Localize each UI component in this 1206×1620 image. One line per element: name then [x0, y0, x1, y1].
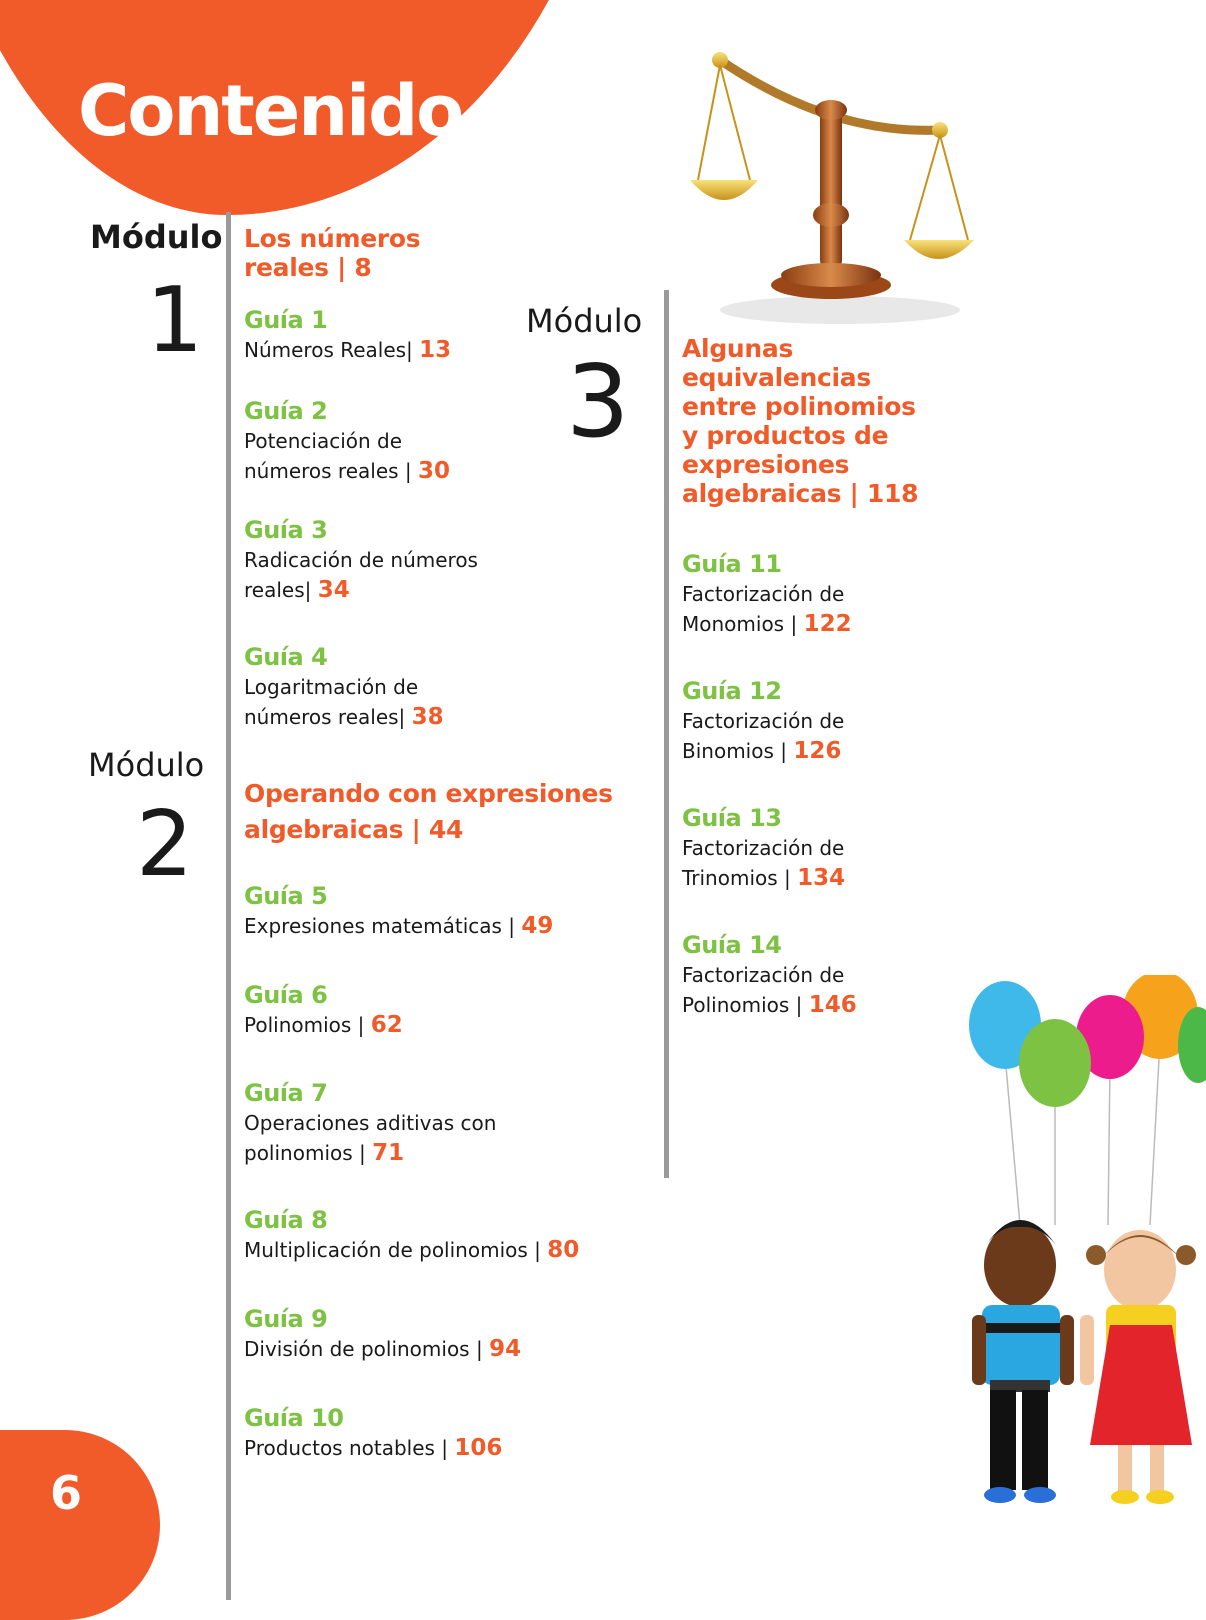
module-1-number: 1 [146, 268, 204, 373]
page-title: Contenido [78, 70, 463, 152]
module-1-label: Módulo [90, 218, 223, 256]
module-3-label: Módulo [526, 302, 643, 340]
balance-scale-icon [680, 40, 980, 330]
guide-14: Guía 14 Factorización de Polinomios | 146 [682, 931, 857, 1018]
module-3-number: 3 [566, 343, 630, 460]
guide-7: Guía 7 Operaciones aditivas con polinomios | 71 [244, 1079, 497, 1166]
module-1-section-title: Los números reales | 8 [244, 224, 421, 282]
guide-8: Guía 8 Multiplicación de polinomios | 80 [244, 1206, 580, 1263]
page-number: 6 [50, 1466, 83, 1520]
guide-10: Guía 10 Productos notables | 106 [244, 1404, 503, 1461]
guide-11: Guía 11 Factorización de Monomios | 122 [682, 550, 852, 637]
divider-right [664, 290, 669, 1178]
guide-9: Guía 9 División de polinomios | 94 [244, 1305, 522, 1362]
module-3-section-title: Algunas equivalencias entre polinomios y productos de expresiones algebraicas | 118 [682, 334, 919, 508]
guide-2: Guía 2 Potenciación de números reales | 30 [244, 397, 451, 484]
guide-6: Guía 6 Polinomios | 62 [244, 981, 403, 1038]
page-number-badge [0, 1430, 160, 1620]
module-2-label: Módulo [88, 746, 205, 784]
guide-5: Guía 5 Expresiones matemáticas | 49 [244, 882, 554, 939]
guide-13: Guía 13 Factorización de Trinomios | 134 [682, 804, 846, 891]
divider-left [226, 212, 231, 1600]
module-2-section-title: Operando con expresiones algebraicas | 44 [244, 779, 613, 844]
guide-3: Guía 3 Radicación de números reales| 34 [244, 516, 478, 603]
guide-1: Guía 1 Números Reales| 13 [244, 306, 452, 363]
module-2-number: 2 [136, 792, 194, 897]
children-balloons-icon [960, 975, 1206, 1515]
guide-12: Guía 12 Factorización de Binomios | 126 [682, 677, 845, 764]
guide-4: Guía 4 Logaritmación de números reales| 38 [244, 643, 444, 730]
